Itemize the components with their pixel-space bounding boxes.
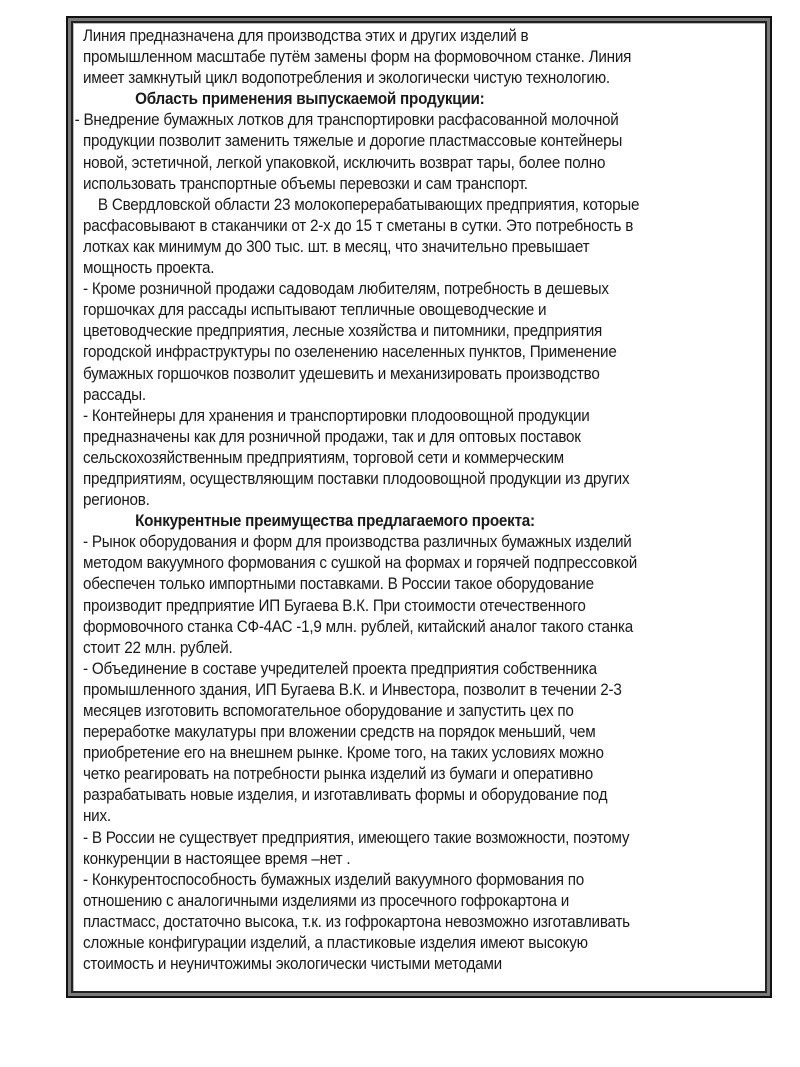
text-line: отношению с аналогичными изделиями из просечного гофрокартона и: [83, 891, 570, 910]
paragraph-no-competition: [83, 828, 759, 870]
text-line: обеспечен только импортными поставками. В России такое оборудование: [83, 575, 594, 594]
text-line: сложные конфигурации изделий, а пластиковые изделия имеют высокую: [83, 934, 588, 953]
text-line: конкуренции в настоящее время –нет .: [83, 849, 351, 868]
text-line: месяцев изготовить вспомогательное оборудование и запустить цех по: [83, 702, 574, 720]
text-line: цветоводческие предприятия, лесные хозяйства и питомники, предприятия: [83, 322, 602, 341]
text-line: - Контейнеры для хранения и транспортировки плодоовощной продукции: [83, 406, 590, 425]
text-line: рассады.: [83, 385, 146, 404]
paragraph-competitiveness: [83, 870, 759, 975]
text-line: четко реагировать на потребности рынка изделий из бумаги и оперативно: [83, 765, 594, 784]
text-line: них.: [83, 807, 111, 826]
text-line: методом вакуумного формования с сушкой на формах и горячей подпрессовкой: [83, 554, 638, 573]
text-line: стоимость и неуничтожимы экологически чистыми методами: [83, 955, 502, 974]
text-line: городской инфраструктуры по озеленению населенных пунктов, Применение: [83, 343, 617, 362]
section-heading-advantages: Конкурентные преимущества предлагаемого проекта:: [135, 512, 535, 531]
text-line: - Объединение в составе учредителей проекта предприятия собственника: [83, 659, 597, 678]
document-page: [71, 21, 767, 993]
text-line: регионов.: [83, 491, 150, 510]
text-line: предприятиям, осуществляющим поставки плодоовощной продукции из других: [83, 469, 630, 488]
text-line: промышленного здания, ИП Бугаева В.К. и Инвестора, позволит в течении 2-3: [83, 680, 622, 699]
document-body: [74, 26, 759, 975]
text-line: лотках как минимум до 300 тыс. шт. в месяц, что значительно превышает: [83, 237, 590, 256]
text-line: В Свердловской области 23 молокоперерабатывающих предприятия, которые: [97, 195, 640, 214]
text-line: Линия предназначена для производства этих и других изделий в: [83, 27, 529, 45]
paragraph-sverdlovsk: [83, 195, 759, 279]
document-frame: [66, 16, 772, 998]
text-line: - Внедрение бумажных лотков для транспортировки расфасованной молочной: [74, 111, 619, 130]
paragraph-milk-trays: [74, 110, 759, 194]
text-line: производит предприятие ИП Бугаева В.К. При стоимости отечественного: [83, 596, 586, 615]
text-line: стоит 22 млн. рублей.: [83, 638, 233, 657]
text-line: сельскохозяйственным предприятиям, торговой сети и коммерческим: [83, 448, 564, 467]
text-line: разрабатывать новые изделия, и изготавливать формы и оборудование под: [83, 786, 608, 805]
text-line: - В России не существует предприятия, имеющего такие возможности, поэтому: [83, 828, 630, 847]
text-line: пластмасс, достаточно высока, т.к. из гофрокартона невозможно изготавливать: [83, 912, 630, 931]
text-line: мощность проекта.: [83, 259, 215, 278]
text-line: - Рынок оборудования и форм для производства различных бумажных изделий: [83, 533, 632, 552]
intro-paragraph: [83, 26, 759, 89]
text-line: горшочках для рассады испытывают тепличные овощеводческие и: [83, 301, 547, 320]
text-line: - Конкурентоспособность бумажных изделий вакуумного формования по: [83, 870, 585, 889]
text-line: предназначены как для розничной продажи, так и для оптовых поставок: [83, 427, 581, 446]
text-line: бумажных горшочков позволит удешевить и механизировать производство: [83, 364, 600, 383]
text-line: использовать транспортные объемы перевозки и сам транспорт.: [83, 174, 528, 193]
paragraph-founders: [83, 659, 759, 828]
paragraph-equipment-market: [83, 532, 759, 659]
paragraph-seedling-pots: [83, 279, 759, 406]
text-line: - Кроме розничной продажи садоводам любителям, потребность в дешевых: [83, 280, 609, 299]
text-line: приобретение его на внешнем рынке. Кроме того, на таких условиях можно: [83, 744, 604, 763]
text-line: формовочного станка СФ-4АС -1,9 млн. рублей, китайский аналог такого станка: [83, 617, 634, 636]
text-line: расфасовывают в стаканчики от 2-х до 15 т сметаны в сутки. Это потребность в: [83, 216, 634, 235]
text-line: новой, эстетичной, легкой упаковкой, исключить возврат тары, более полно: [83, 153, 606, 172]
paragraph-containers: [83, 406, 759, 511]
text-line: имеет замкнутый цикл водопотребления и экологически чистую технологию.: [83, 69, 610, 88]
section-heading-application: Область применения выпускаемой продукции:: [135, 90, 485, 109]
text-line: промышленном масштабе путём замены форм на формовочном станке. Линия: [83, 48, 632, 67]
text-line: продукции позволит заменить тяжелые и дорогие пластмассовые контейнеры: [83, 132, 623, 151]
text-line: переработке макулатуры при вложении средств на порядок меньший, чем: [83, 723, 596, 742]
